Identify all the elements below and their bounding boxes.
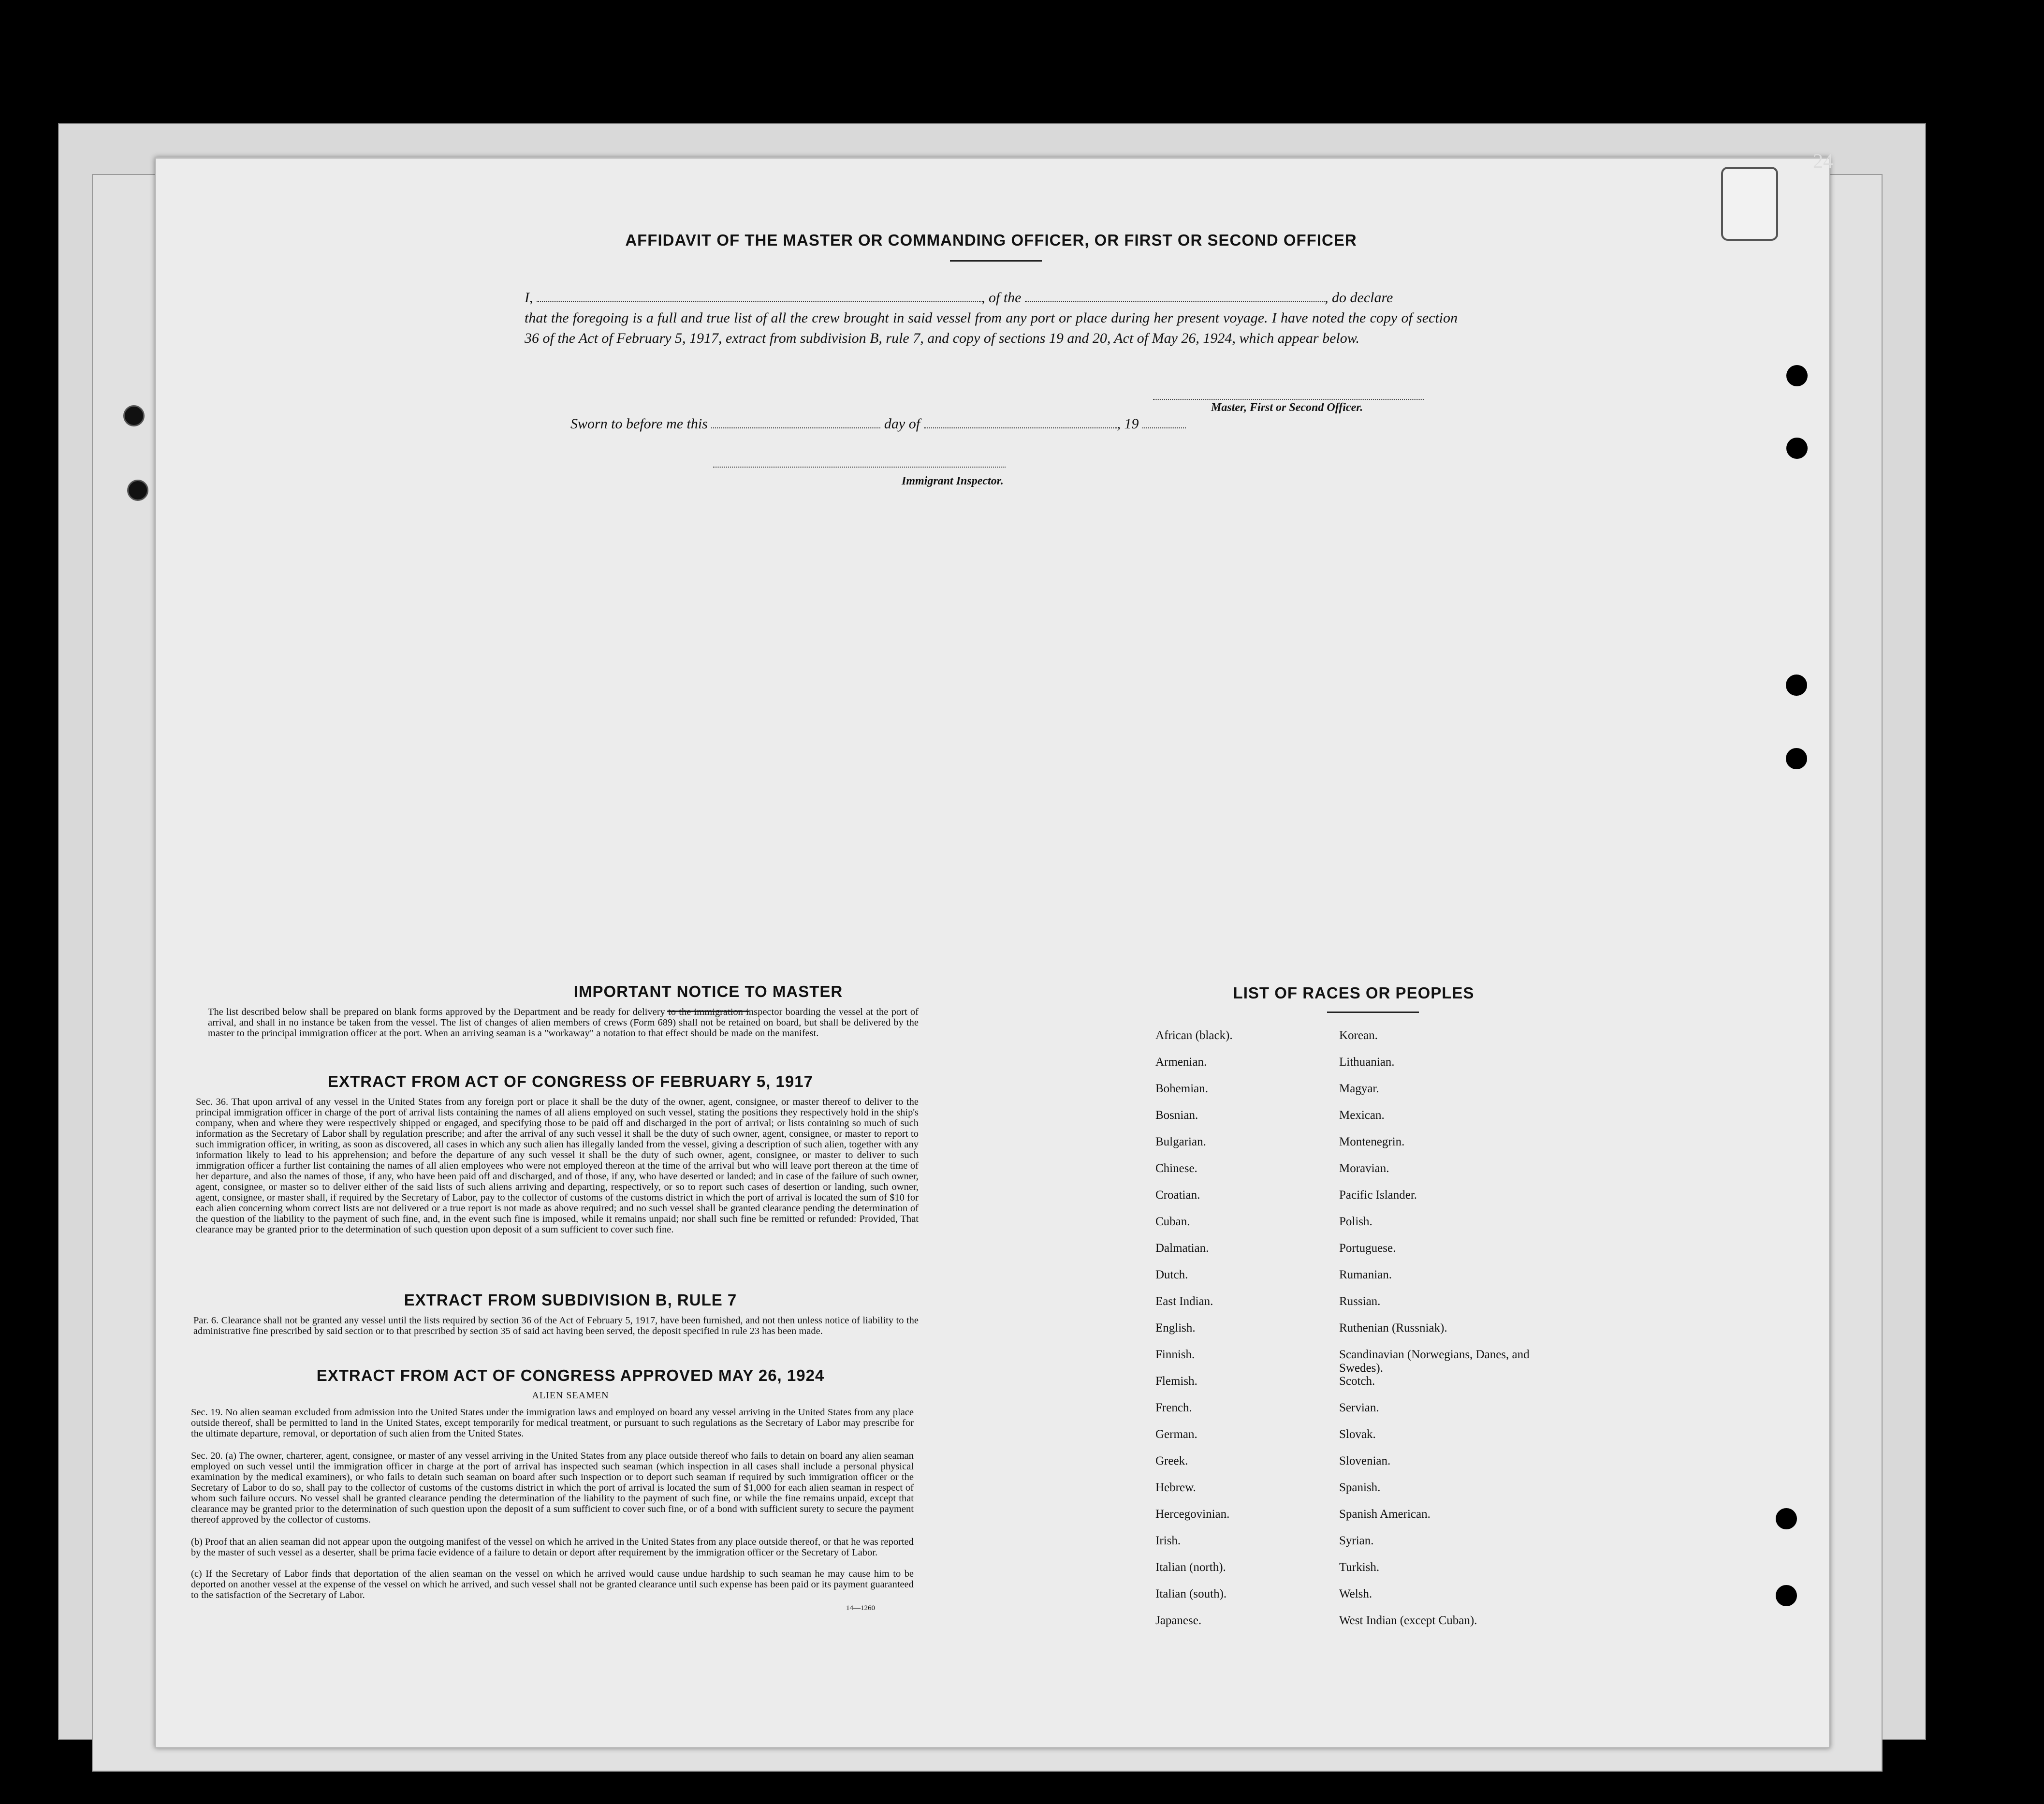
- race-item: Welsh.: [1339, 1587, 1372, 1600]
- rule7-text: Par. 6. Clearance shall not be granted any vessel until the lists required by section 36 of the Act of February 5, 1917, have been furnished, and not then unless notice of liability to the administrative fine prescribed by said section or to that prescribed by section 35 of said act having been served, the deposit specified in rule 23 has been made.: [193, 1315, 919, 1336]
- affidavit-i: I,: [525, 290, 533, 306]
- race-item: Turkish.: [1339, 1561, 1380, 1574]
- race-item: African (black).: [1155, 1029, 1233, 1042]
- race-item: Mexican.: [1339, 1109, 1385, 1122]
- punch-hole-icon: [1786, 365, 1808, 386]
- race-item: French.: [1155, 1401, 1192, 1414]
- race-item: Polish.: [1339, 1215, 1372, 1228]
- race-item: Servian.: [1339, 1401, 1379, 1414]
- race-item: Hebrew.: [1155, 1481, 1196, 1494]
- master-label: Master, First or Second Officer.: [1211, 401, 1363, 414]
- form-code: 14—1260: [846, 1604, 875, 1612]
- race-item: West Indian (except Cuban).: [1339, 1614, 1477, 1627]
- punch-hole-icon: [1786, 748, 1807, 769]
- punch-hole-icon: [1776, 1585, 1797, 1606]
- title-rule: [950, 260, 1042, 262]
- rule7-title: EXTRACT FROM SUBDIVISION B, RULE 7: [404, 1291, 737, 1309]
- sec19-text: Sec. 19. No alien seaman excluded from admission into the United States under the immigration laws and employed on board any vessel arriving in the United States from any place outside thereof, shall be permitted to land in the United States, except temporarily for medical treatment, or pursuant to such regulations as the Secretary of Labor may prescribe for the ultimate departure, removal, or deportation of such alien from the United States.: [191, 1407, 914, 1439]
- race-item: Croatian.: [1155, 1188, 1200, 1202]
- race-item: Flemish.: [1155, 1375, 1197, 1388]
- race-item: Dalmatian.: [1155, 1242, 1209, 1255]
- sworn-year-label: , 19: [1117, 416, 1139, 432]
- punch-hole-icon: [127, 480, 148, 501]
- race-item: Scotch.: [1339, 1375, 1375, 1388]
- race-item: East Indian.: [1155, 1295, 1213, 1308]
- name-blank: [537, 293, 981, 302]
- race-item: Bohemian.: [1155, 1082, 1209, 1095]
- race-item: Moravian.: [1339, 1162, 1389, 1175]
- sworn-prefix: Sworn to before me this: [570, 416, 708, 432]
- race-item: Lithuanian.: [1339, 1056, 1395, 1069]
- notice-title: IMPORTANT NOTICE TO MASTER: [573, 983, 843, 1000]
- extract-1924-title: EXTRACT FROM ACT OF CONGRESS APPROVED MAY 26, 1924: [316, 1366, 825, 1384]
- sec20b-text: (b) Proof that an alien seaman did not appear upon the outgoing manifest of the vessel on which he arrived in the United States from any place outside thereof, or that he was reported by the master of such vessel as a deserter, shall be prima facie evidence of a failure to detain or deport after requirement by the immigration officer or the Secretary of Labor.: [191, 1537, 914, 1558]
- race-item: Korean.: [1339, 1029, 1378, 1042]
- folded-corner: [1721, 167, 1778, 241]
- race-item: Greek.: [1155, 1454, 1188, 1467]
- race-item: Cuban.: [1155, 1215, 1190, 1228]
- alien-seamen-subtitle: ALIEN SEAMEN: [532, 1390, 609, 1401]
- race-item: Spanish American.: [1339, 1508, 1431, 1521]
- affidavit-title: AFFIDAVIT OF THE MASTER OR COMMANDING OFFICER, OR FIRST OR SECOND OFFICER: [625, 231, 1357, 249]
- race-item: Magyar.: [1339, 1082, 1379, 1095]
- affidavit-body: [525, 288, 1458, 349]
- race-item: Bulgarian.: [1155, 1135, 1206, 1148]
- race-item: Russian.: [1339, 1295, 1381, 1308]
- races-title: LIST OF RACES OR PEOPLES: [1233, 984, 1475, 1002]
- extract-1917-text: Sec. 36. That upon arrival of any vessel in the United States from any foreign port or place it shall be the duty of the owner, agent, consignee, or master thereof to deliver to the principal immigration officer in charge of the port of arrival lists containing the names of all aliens employed on such vessel, stating the positions they respectively hold in the ship's company, when and where they were respectively shipped or engaged, and specifying those to be paid off and discharged in the port of arrival; or lists containing so much of such information as the Secretary of Labor shall by regulation prescribe; and after the arrival of any such vessel it shall be the duty of such owner, agent, consignee, or master to report to such immigration officer, in writing, as soon as discovered, all cases in which any such alien has illegally landed from the vessel, giving a description of such alien, together with any information likely to lead to his apprehension; and before the departure of any such vessel it shall be the duty of such owner, agent, consignee, or master to deliver to such immigration officer a further list containing the names of all alien employees who were not employed thereon at the time of the arrival but who will leave port thereon at the time of her departure, and also the names of those, if any, who have been paid off and discharged, and of those, if any, who have deserted or landed; and in case of the failure of such owner, agent, consignee, or master so to deliver either of the said lists of such aliens arriving and departing, respectively, or so to report such cases of desertion or landing, such owner, agent, consignee, or master shall, if required by the Secretary of Labor, pay to the collector of customs of the customs district in which the port of arrival is located the sum of $10 for each alien concerning whom correct lists are not delivered or a true report is not made as above required; and no such vessel shall be granted clearance pending the determination of the question of the liability to the payment of such fine, and, in the event such fine is imposed, while it remains unpaid; nor shall such fine be remitted or refunded: Provided, That clearance may be granted prior to the determination of such question upon deposit of a sum sufficient to cover such fine.: [196, 1097, 919, 1235]
- sec20a-text: Sec. 20. (a) The owner, charterer, agent, consignee, or master of any vessel arriving in the United States from any place outside thereof who fails to detain on board any alien seaman employed on such vessel until the immigration officer in charge at the port of arrival has inspected such seaman (which inspection in all cases shall include a personal physical examination by the medical examiners), or who fails to detain such seaman on board after such inspection or to deport such seaman if required by such immigration officer or the Secretary of Labor to do so, shall pay to the collector of customs of the customs district in which the port of arrival is located the sum of $1,000 for each alien seaman in respect of whom such failure occurs. No vessel shall be granted clearance pending the determination of the liability to the payment of such fine, or while the fine remains unpaid, except that clearance may be granted prior to the determination of such question upon the deposit of a sum sufficient to cover such fine, or of a bond with sufficient surety to secure the payment thereof approved by the collector of customs.: [191, 1451, 914, 1525]
- page-mark: 24: [1813, 150, 1833, 173]
- race-item: German.: [1155, 1428, 1197, 1441]
- race-item: Armenian.: [1155, 1056, 1207, 1069]
- race-item: Portuguese.: [1339, 1242, 1396, 1255]
- race-item: Slovak.: [1339, 1428, 1376, 1441]
- title-rule: [1327, 1012, 1419, 1013]
- race-item: Irish.: [1155, 1534, 1181, 1547]
- race-item: Syrian.: [1339, 1534, 1374, 1547]
- race-item: Italian (south).: [1155, 1587, 1227, 1600]
- race-item: Finnish.: [1155, 1348, 1195, 1361]
- punch-hole-icon: [1786, 675, 1807, 696]
- inspector-label: Immigrant Inspector.: [902, 475, 1004, 487]
- race-item: Slovenian.: [1339, 1454, 1391, 1467]
- affidavit-text: that the foregoing is a full and true list of all the crew brought in said vessel from any port or place during her present voyage. I have noted the copy of section 36 of the Act of February 5, 1917, extract from subdivision B, rule 7, and copy of sections 19 and 20, Act of May 26, 1924, which appear below.: [525, 310, 1458, 346]
- race-item: English.: [1155, 1321, 1196, 1335]
- race-item: Montenegrin.: [1339, 1135, 1405, 1148]
- race-item: Italian (north).: [1155, 1561, 1226, 1574]
- race-item: Bosnian.: [1155, 1109, 1198, 1122]
- races-column-2: [1339, 1029, 1542, 1641]
- race-item: Pacific Islander.: [1339, 1188, 1417, 1202]
- inspector-signature-line: [713, 467, 1006, 468]
- race-item: Dutch.: [1155, 1268, 1188, 1281]
- race-item: Spanish.: [1339, 1481, 1381, 1494]
- sworn-line: [570, 416, 1186, 432]
- race-item: Chinese.: [1155, 1162, 1197, 1175]
- sworn-day-blank: [711, 427, 880, 428]
- sworn-year-blank: [1142, 427, 1186, 428]
- race-item: Hercegovinian.: [1155, 1508, 1230, 1521]
- punch-hole-icon: [1786, 438, 1808, 459]
- races-column-1: [1155, 1029, 1339, 1641]
- race-item: Scandinavian (Norwegians, Danes, and Swedes).: [1339, 1348, 1530, 1375]
- extract-1917-title: EXTRACT FROM ACT OF CONGRESS OF FEBRUARY 5, 1917: [328, 1072, 813, 1090]
- vessel-blank: [1025, 293, 1325, 302]
- master-signature-line: [1153, 399, 1424, 400]
- affidavit-do-declare: , do declare: [1325, 290, 1393, 306]
- race-item: Japanese.: [1155, 1614, 1202, 1627]
- notice-text: The list described below shall be prepared on blank forms approved by the Department and be ready for delivery to the immigration inspector boarding the vessel at the port of arrival, and shall in no instance be taken from the vessel. The list of changes of alien members of crews (Form 689) shall not be retained on board, but shall be delivered by the master to the principal immigration officer at the port. When an arriving seaman is a "workaway" a notation to that effect should be made on the manifest.: [208, 1007, 919, 1039]
- punch-hole-icon: [123, 405, 145, 426]
- sworn-day-label: day of: [884, 416, 920, 432]
- sworn-month-blank: [924, 427, 1117, 428]
- sec20c-text: (c) If the Secretary of Labor finds that deportation of the alien seaman on the vessel on which he arrived would cause undue hardship to such seaman he may cause him to be deported on another vessel at the expense of the vessel on which he arrived, and such vessel shall not be granted clearance until such expense has been paid or its payment guaranteed to the satisfaction of the Secretary of Labor.: [191, 1569, 914, 1600]
- punch-hole-icon: [1776, 1508, 1797, 1529]
- race-item: Ruthenian (Russniak).: [1339, 1321, 1447, 1335]
- race-item: Rumanian.: [1339, 1268, 1392, 1281]
- affidavit-of-the: , of the: [981, 290, 1022, 306]
